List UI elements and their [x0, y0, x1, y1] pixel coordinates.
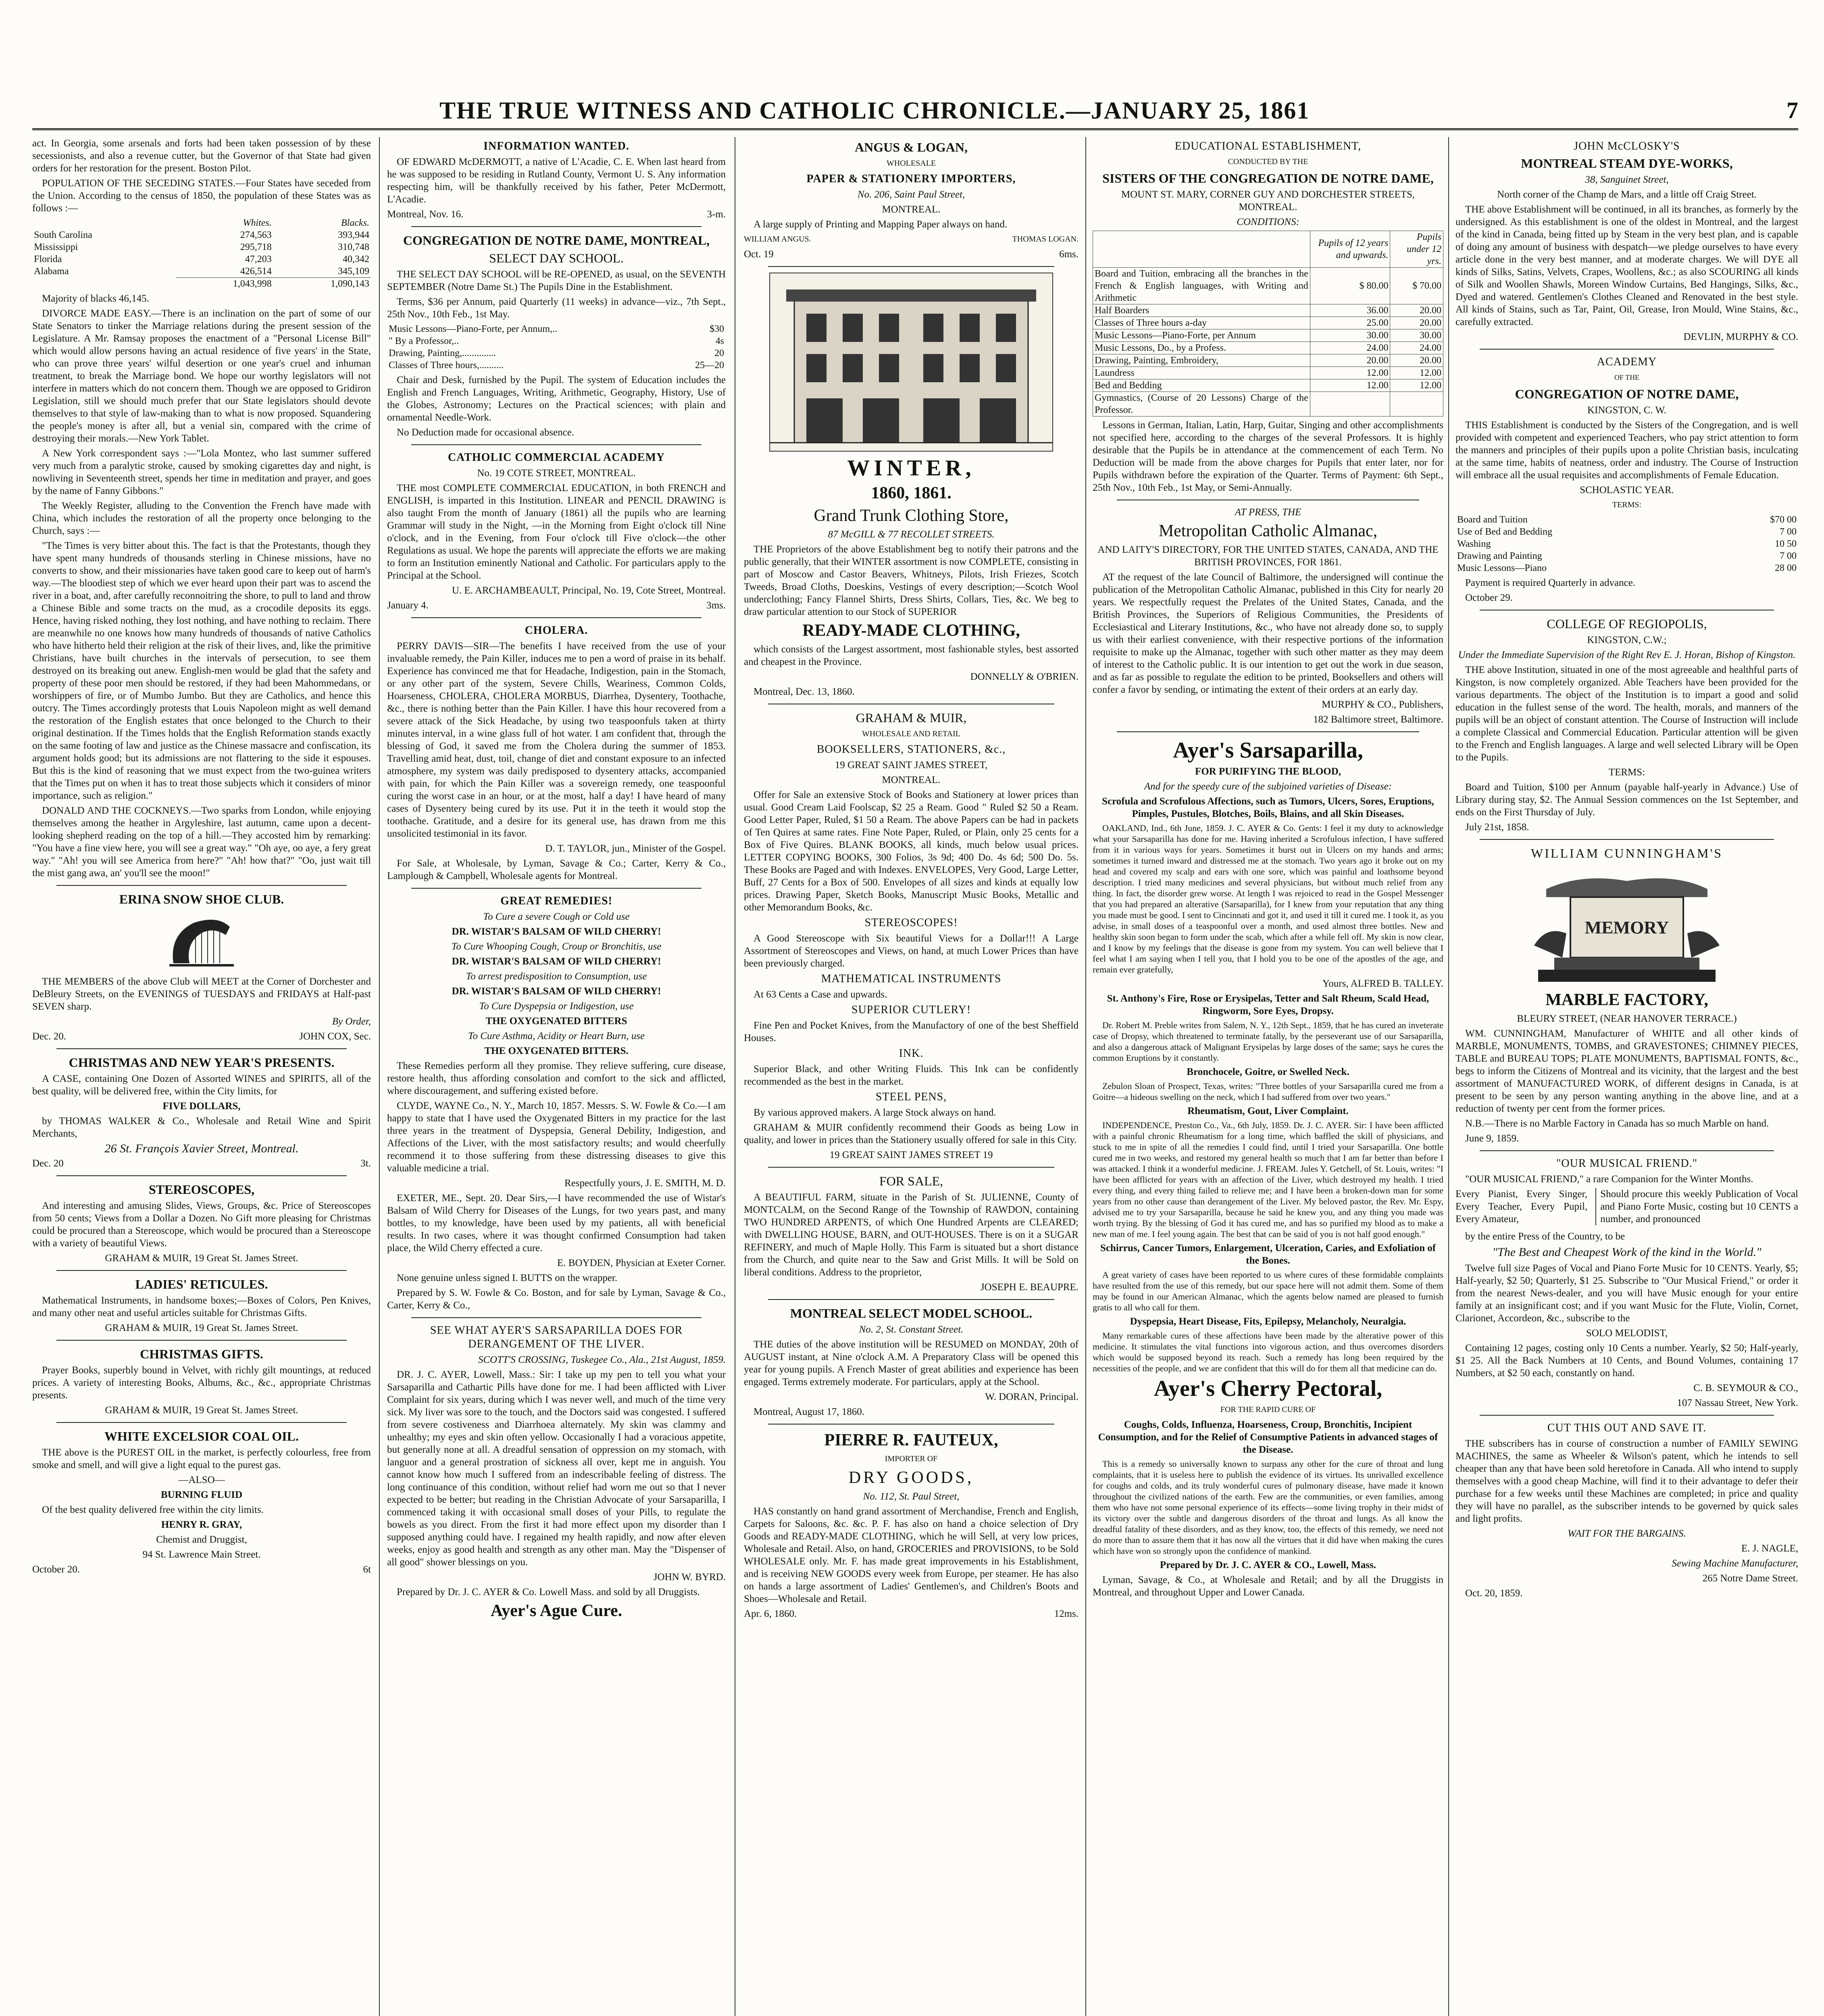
column-1: act. In Georgia, some arsenals and forts had been taken possession of by these secessionists, and also a revenue cutter, but the Governor of that State had given orders for her restoration for the present. Boston Pilot. POPULATION OF THE SECEDING STATES.—Four States have seceded from the Union. According to the census of 1850, the population of these States was as follows :— Whites. Blacks. South Carolina 274,563 393,944 Mississippi 295,718 310,748 Florida 47,203 40,342 Alabama 426,514 345,109 1,043,998 1,090,143 Majority of blacks 46,145. DIVORCE MADE EASY.—There is an inclination on the part of some of our State Senators to tinker the Marriage relations during the present session of the Legislature. A Mr. Ramsay proposes the enactment of a "Personal License Bill" which would allow persons having an actual residence of five years' in the State, who can prove three years' wilful desertion or one year's cruel and inhuman treatment, to break the Marriage bond. We hope our worthy legislators will not interfere in matters which do not concern them. Though we are opposed to Gridiron Legislation, still we should much prefer that our State legislators should devote themselves to that style of law-making than to what is now proposed. Squandering the people's money is after all, but a venial sin, compared with the crime of destroying their morals.—New York Tablet. A New York correspondent says :—"Lola Montez, who last summer suffered very much from a paralytic stroke, caused by smoking cigarettes day and night, is nowliving in Seventeenth street, spends her time in meditation and prayer, and goes by the name of Fanny Gibbons." The Weekly Register, alluding to the Convention the French have made with China, which includes the restoration of all the property once belonging to the Church, says :— "The Times is very bitter about this. The fact is that the Protestants, though they have spent many hundreds of thousands sterling in Chinese missions, have no converts to show, and their missionaries have taken good care to keep out of harm's way.—The bloodiest step of which we ever heard upon their part was to ascend the river in a boat, and, after carefully reconnoitring the shore, to pull to land and throw a Chinese Bible and some tracts on the mud, as a crocodile deposits its eggs. Hence, having risked nothing, they lost nothing, and have nothing to reclaim. There are meanwhile no one knows how many hundreds of thousands of native Catholics who have hitherto held their religion at the risk of their lives, and, like the primitive Christians, have built churches in the intervals of persecution, to see them destroyed on its breaking out anew. English-men would be glad that the safety and property of these poor men should be restored, if they had been Mahommedans, or worshippers of fire, or of Mumbo Jumbo. But they are Catholics, and hence this outcry. The Times accordingly protests that Louis Napoleon might as well demand the restoration of the English estates that once belonged to the Church to their original destination. If the Times holds that the English Reformation stands exactly on the same footing of law and justice as the Chinese massacre and confiscation, its argument holds good; but its admissions are not flattering to the side it espouses. But this is the kind of reasoning that we must expect from the two-guinea writers that the Times put on when it has to treat those subjects which it considers of minor importance, such as religion." DONALD AND THE COCKNEYS.—Two sparks from London, while enjoying themselves among the heather in Argyleshire, last autumn, came upon a decent-looking shepherd reading on the top of a hill.—They accosted him by remarking: "You have a fine view here, you will see a great way." "Oh aye, oo aye, a fery great way." "Ah! you will see America from here?" "Ah! how that?" "Oo, just wait till the mist gang awa, an' you'll see the moon!" ERINA SNOW SHOE CLUB. THE MEMBERS of the above Club will MEET at the Corner of Dorchester and DeBleury Streets, on the EVENINGS of TUESDAYS and FRIDAYS at Half-past SEVEN sharp. By Order, Dec. 20. JOHN COX, Sec. CHRISTMAS AND NEW YEAR'S PRESENTS. A CASE, containing One Dozen of Assorted WINES and SPIRITS, all of the best quality, will be delivered free, within the City limits, for FIVE DOLLARS, by THOMAS WALKER & Co., Wholesale and Retail Wine and Spirit Merchants, 26 St. François Xavier Street, Montreal. Dec. 20 3t. STEREOSCOPES, And interesting and amusing Slides, Views, Groups, &c. Price of Stereoscopes from 50 cents; Views from a Dollar a Dozen. No Gift more pleasing for Christmas could be procured than a Stereoscope, which would be procured than a Stereoscope with a variety of beautiful Views. GRAHAM & MUIR, 19 Great St. James Street. LADIES' RETICULES. Mathematical Instruments, in handsome boxes;—Boxes of Colors, Pen Knives, and many other neat and useful articles suitable for Christmas Gifts. GRAHAM & MUIR, 19 Great St. James Street. CHRISTMAS GIFTS. Prayer Books, superbly bound in Velvet, with richly gilt mountings, at reduced prices. A variety of interesting Books, Albums, &c., &c., appropriate Christmas presents. GRAHAM & MUIR, 19 Great St. James Street. WHITE EXCELSIOR COAL OIL. THE above is the PUREST OIL in the market, is perfectly colourless, free from smoke and smell, and will give a light equal to the purest gas. —ALSO— BURNING FLUID Of the best quality delivered free within the city limits. HENRY R. GRAY, Chemist and Druggist, 94 St. Lawrence Main Street. October 20. 6t	[32, 138, 371, 1575]
ad-heading: ERINA SNOW SHOE CLUB.	[119, 892, 284, 906]
svg-text:MEMORY: MEMORY	[1585, 918, 1669, 937]
ad-heading: CHRISTMAS GIFTS.	[140, 1347, 263, 1361]
terms-table: Pupils of 12 years and upwards. Pupils under 12 yrs. Board and Tuition, embracing all the branches in the French & English languages, with Writing and Arithmetic $ 80.00 $ 70.00 Half Boarders 36.00 20.00 Classes of Three hours a-day 25.00 20.00 Music Lessons—Piano-Forte, per Annum 30.00 30.00 Music Lessons, Do., by a Profess. 24.00 24.00 Drawing, Painting, Embroidery, 20.00 20.00 Laundress 12.00 12.00 Bed and Bedding 12.00 12.00 Gymnastics, (Course of 20 Lessons) Charge of the Professor.	[1093, 231, 1443, 417]
ad-heading: CUT THIS OUT AND SAVE IT.	[1547, 1422, 1707, 1434]
table-row: Alabama 426,514 345,109	[34, 266, 369, 277]
column-2: INFORMATION WANTED. OF EDWARD McDERMOTT, a native of L'Acadie, C. E. When last heard from he was supposed to be residing in Rutland County, Vermont U. S. Any information respecting him, will be thankfully received by his father, Peter McDermott, L'Acadie. Montreal, Nov. 16. 3-m. CONGREGATION DE NOTRE DAME, MONTREAL, SELECT DAY SCHOOL. THE SELECT DAY SCHOOL will be RE-OPENED, as usual, on the SEVENTH SEPTEMBER (Notre Dame St.) The Pupils Dine in the Establishment. Terms, $36 per Annum, paid Quarterly (11 weeks) in advance—viz., 7th Sept., 25th Nov., 10th Feb., 1st May. Music Lessons—Piano-Forte, per Annum,.. $30 " By a Professor,.. 4s Drawing, Painting,.............. 20 Classes of Three hours,.......... 25—20 Chair and Desk, furnished by the Pupil. The system of Education includes the English and French Languages, Writing, Arithmetic, Geography, History, Use of the Globes, Astronomy; Lectures on the Practical sciences; with plain and ornamental Needle-Work. No Deduction made for occasional absence. CATHOLIC COMMERCIAL ACADEMY No. 19 COTE STREET, MONTREAL. THE most COMPLETE COMMERCIAL EDUCATION, in both FRENCH and ENGLISH, is imparted in this Institution. LINEAR and PENCIL DRAWING is also taught From the month of January (1861) all the pupils who are learning Grammar will study in the Night, —in the Morning from Eight o'clock till Nine o'clock, and in the Evening, from Four o'clock till Five o'clock—the other Regulations as usual. We hope the parents will appreciate the efforts we are making to form an Institution eminently National and Catholic. For particulars apply to the Principal at the School. U. E. ARCHAMBEAULT, Principal, No. 19, Cote Street, Montreal. January 4. 3ms. CHOLERA. PERRY DAVIS—SIR—The benefits I have received from the use of your invaluable remedy, the Pain Killer, induces me to pen a word of praise in its behalf. Experience has convinced me that for Headache, Indigestion, pain in the Stomach, or any other part of the system, Severe Chills, Weariness, Common Colds, Hoarseness, CHOLERA, CHOLERA MORBUS, Diarrhea, Dysentery, Toothache, &c., there is nothing better than the Pain Killer. I have this hour recovered from a severe attack of the Sick Headache, by using two teaspoonfuls taken at thirty minutes interval, in a wine glass full of hot water. I am confident that, through the blessing of God, it saved me from the Cholera during the summer of 1853. Travelling amid heat, dust, toil, change of diet and constant exposure to an infected atmosphere, my system was daily predisposed to dysentery attacks, accompanied with pain, for which the Pain Killer was a sovereign remedy, one teaspoonful curing the worst case in an hour, or at the most, half a day! I have heard of many cases of Dysentery being cured by its use. Put it in the teeth it would stop the toothache. Gratitude, and a desire for its general use, has drawn from me this unsolicited testimonial in its favor. D. T. TAYLOR, jun., Minister of the Gospel. For Sale, at Wholesale, by Lyman, Savage & Co.; Carter, Kerry & Co., Lamplough & Campbell, Wholesale agents for Montreal. GREAT REMEDIES! To Cure a severe Cough or Cold use DR. WISTAR'S BALSAM OF WILD CHERRY! To Cure Whooping Cough, Croup or Bronchitis, use DR. WISTAR'S BALSAM OF WILD CHERRY! To arrest predisposition to Consumption, use DR. WISTAR'S BALSAM OF WILD CHERRY! To Cure Dyspepsia or Indigestion, use THE OXYGENATED BITTERS To Cure Asthma, Acidity or Heart Burn, use THE OXYGENATED BITTERS. These Remedies perform all they promise. They relieve suffering, cure disease, restore health, thus affording consolation and comfort to the sick and afflicted, where discouragement, and suffering existed before. CLYDE, WAYNE Co., N. Y., March 10, 1857. Messrs. S. W. Fowle & Co.—I am happy to state that I have used the Oxygenated Bitters in my practice for the last three years in the treatment of Dyspepsia, General Debility, Indigestion, and Affections of the Liver, with the most satisfactory results; and would cheerfully recommend it to those suffering from these distressing diseases to give this valuable medicine a trial. Respectfully yours, J. E. SMITH, M. D. EXETER, ME., Sept. 20. Dear Sirs,—I have recommended the use of Wistar's Balsam of Wild Cherry for Diseases of the Lungs, for two years past, and many bottles, to my knowledge, have been used by my patients, all with beneficial results. In two cases, where it was thought confirmed Consumption had taken place, the Wild Cherry effected a cure. E. BOYDEN, Physician at Exeter Corner. None genuine unless signed I. BUTTS on the wrapper. Prepared by S. W. Fowle & Co. Boston, and for sale by Lyman, Savage & Co., Carter, Kerry & Co., SEE WHAT AYER'S SARSAPARILLA DOES FOR DERANGEMENT OF THE LIVER. SCOTT'S CROSSING, Tuskegee Co., Ala., 21st August, 1859. DR. J. C. AYER, Lowell, Mass.: Sir: I take up my pen to tell you what your Sarsaparilla and Cathartic Pills have done for me. I had been afflicted with Liver Complaint for six years, during which I was never well, and much of the time very sick. My liver was sore to the touch, and the Doctors said was congested. I suffered from severe costiveness and Diarrhoea alternately. My skin was clammy and unhealthy; my eyes and skin often yellow. Occasionally I had a voracious appetite, but generally none at all. A dreadful sensation of oppression on my stomach, with languor and a general prostration of sickness all over, kept me in anguish. You cannot know how much I suffered from an indescribable feeling of distress. The long continuance of this condition, without relief had worn me out so that I never expected to be better; but reading in the Christian Advocate of your Sarsaparilla, I commenced taking it with occasional small doses of your Pills, to regulate the bowels as you direct. From the first it had more effect upon my disorder than I supposed anything could have. I regained my health rapidly, and now after eleven weeks, enjoy as good health and strength as any other man. May the "Dispenser of all good" shower blessings on you. JOHN W. BYRD. Prepared by Dr. J. C. AYER & Co. Lowell Mass. and sold by all Druggists. Ayer's Ague Cure.	[387, 140, 726, 1620]
table-row: Board and Tuition, embracing all the branches in the French & English languages, with Writing and Arithmetic $ 80.00 $ 70.00	[1093, 268, 1443, 304]
table-row: Music Lessons—Piano 28 00	[1457, 563, 1797, 573]
article-text: DIVORCE MADE EASY.—There is an inclination on the part of some of our State Senators to tinker the Marriage relations during the present session of the Legislature. A Mr. Ramsay proposes the enactment of a "Personal License Bill" which would allow persons having an actual residence of five years' in the State, who can prove three years' wilful desertion or one year's cruel and inhuman treatment, to break the Marriage bond. We hope our worthy legislators will not interfere in matters which do not concern them. Though we are opposed to Gridiron Legislation, still we should much prefer that our State legislators should devote themselves to that style of law-making than to what is now proposed. Squandering the people's money is after all, but a venial sin, compared with the crime of destroying their morals.—New York Tablet.	[32, 308, 371, 444]
ad-heading: LADIES' RETICULES.	[135, 1277, 268, 1291]
population-table: Whites. Blacks. South Carolina 274,563 393,944 Mississippi 295,718 310,748 Florida 47,203 40,342 Alabama 426,514 345,109 1,043,998 1,090,143	[32, 217, 371, 290]
article-text: A New York correspondent says :—"Lola Montez, who last summer suffered very much from a paralytic stroke, caused by smoking cigarettes day and night, is nowliving in Seventeenth street, spends her time in meditation and prayer, and goes by the name of Fanny Gibbons."	[32, 448, 371, 496]
ad-heading: SEE WHAT AYER'S SARSAPARILLA DOES FOR DERANGEMENT OF THE LIVER.	[430, 1324, 683, 1350]
ad-heading: WILLIAM CUNNINGHAM'S	[1531, 846, 1723, 860]
page-number: 7	[1787, 97, 1798, 123]
ad-text: A CASE, containing One Dozen of Assorted WINES and SPIRITS, all of the best quality, will be delivered free, within the City limits, for	[32, 1073, 371, 1097]
ad-heading: MARBLE FACTORY,	[1545, 991, 1708, 1009]
column-divider	[379, 137, 380, 2016]
ad-heading: CATHOLIC COMMERCIAL ACADEMY	[448, 451, 665, 464]
harp-emblem	[157, 911, 246, 971]
article-text: act. In Georgia, some arsenals and forts had been taken possession of by these secessionists, and also a revenue cutter, but the Governor of that State had given orders for her restoration for the present. Boston Pilot.	[32, 138, 371, 174]
table-row: Mississippi 295,718 310,748	[34, 242, 369, 252]
article-text: The Weekly Register, alluding to the Convention the French have made with China, which includes the restoration of all the property once belonging to the Church, says :—	[32, 500, 371, 536]
monument-icon	[1522, 865, 1732, 986]
ad-heading: Ayer's Ague Cure.	[490, 1602, 623, 1620]
ad-heading: CONGREGATION DE NOTRE DAME, MONTREAL,	[403, 233, 710, 248]
column-5: JOHN McCLOSKY'S MONTREAL STEAM DYE-WORKS, 38, Sanguinet Street, North corner of the Champ de Mars, and a little off Craig Street. THE above Establishment will be continued, in all its branches, as formerly by the undersigned. As this establishment is one of the oldest in Montreal, and the largest of the kind in Canada, being fitted up by Steam in the very best plan, and is capable of doing any amount of business with despatch—we pledge ourselves to have every article done in the very best manner, and at moderate charges. We will DYE all kinds of Silks, Satins, Velvets, Crapes, Woollens, &c.; as also SCOURING all kinds of Silk and Woollen Shawls, Moreen Window Curtains, Bed Hangings, Silks, &c., Dyed and watered. Gentlemen's Clothes Cleaned and Renovated in the best style. All kinds of Stains, such as Tar, Paint, Oil, Grease, Iron Mould, Wine Stains, &c., carefully extracted. DEVLIN, MURPHY & CO. ACADEMY OF THE CONGREGATION OF NOTRE DAME, KINGSTON, C. W. THIS Establishment is conducted by the Sisters of the Congregation, and is well provided with competent and experienced Teachers, who pay strict attention to form the manners and principles of their pupils upon a polite Christian basis, inculcating at the same time, habits of neatness, order and industry. The Course of Instruction will embrace all the usual requisites and accomplishments of Female Education. SCHOLASTIC YEAR. TERMS: Board and Tuition $70 00 Use of Bed and Bedding 7 00 Washing 10 50 Drawing and Painting 7 00 Music Lessons—Piano 28 00 Payment is required Quarterly in advance. October 29. COLLEGE OF REGIOPOLIS, KINGSTON, C.W.; Under the Immediate Supervision of the Right Rev E. J. Horan, Bishop of Kingston. THE above Institution, situated in one of the most agreeable and healthful parts of Kingston, is now completely organized. Able Teachers have been provided for the various departments. The object of the Institution is to impart a good and solid education in the fullest sense of the word. The health, morals, and manners of the pupils will be an object of constant attention. The Course of Instruction will include a complete Classical and Commercial Education. Particular attention will be given to the French and English languages. A large and well selected Library will be Open to the Pupils. TERMS: Board and Tuition, $100 per Annum (payable half-yearly in Advance.) Use of Library during stay, $2. The Annual Session commences on the 1st September, and ends on the First Thursday of July. July 21st, 1858. WILLIAM CUNNINGHAM'S MEMORY MARBLE FACTORY, BLEURY STREET, (NEAR HANOVER TERRACE.) WM. CUNNINGHAM, Manufacturer of WHITE and all other kinds of MARBLE, MONUMENTS, TOMBS, and GRAVESTONES; CHIMNEY PIECES, TABLE and BUREAU TOPS; PLATE MONUMENTS, BAPTISMAL FONTS, &c., begs to inform the Citizens of Montreal and its vicinity, that the largest and the best assortment of MANUFACTURED WORK, of different designs in Canada, is at present to be seen by any person wanting anything in the above line, and at a reduction of twenty per cent from the former prices. N.B.—There is no Marble Factory in Canada has so much Marble on hand. June 9, 1859. "OUR MUSICAL FRIEND." "OUR MUSICAL FRIEND," a rare Companion for the Winter Months. Every Pianist, Every Singer, Every Teacher, Every Pupil, Every Amateur, Should procure this weekly Publication of Vocal and Piano Forte Music, costing but 10 CENTS a number, and pronounced by the entire Press of the Country, to be "The Best and Cheapest Work of the kind in the World." Twelve full size Pages of Vocal and Piano Forte Music for 10 CENTS. Yearly, $5; Half-yearly, $2 50; Quarterly, $1 25. Subscribe to "Our Musical Friend," or order it from the nearest News-dealer, and you will have Music enough for your entire family at an insignificant cost; and if you want Music for the Flute, Violin, Cornet, Clarionet, Accordeon, &c., subscribe to the SOLO MELODIST, Containing 12 pages, costing only 10 Cents a number. Yearly, $2 50; Half-yearly, $1 25. All the Back Numbers at 10 Cents, and Bound Volumes, containing 17 Numbers, at $2 50 each, constantly on hand. C. B. SEYMOUR & CO., 107 Nassau Street, New York. CUT THIS OUT AND SAVE IT. THE subscribers has in course of construction a number of FAMILY SEWING MACHINES, the same as Wheeler & Wilson's patent, which he intends to sell cheaper than any that have been sold heretofore in Canada. All who intend to supply themselves with a good cheap Machine, will find it to their advantage to defer their purchase for a few weeks until these Machines are completed; in price and quality they will have no parallel, as the subscriber intends to be governed by quick sales and light profits. WAIT FOR THE BARGAINS. E. J. NAGLE, Sewing Machine Manufacturer, 265 Notre Dame Street. Oct. 20, 1859.	[1455, 140, 1798, 1599]
table-row: Laundress 12.00 12.00	[1093, 367, 1443, 379]
table-row: Florida 47,203 40,342	[34, 254, 369, 264]
ad-heading: JOHN McCLOSKY'S	[1574, 140, 1680, 152]
ad-heading: WHITE EXCELSIOR COAL OIL.	[104, 1429, 299, 1443]
ad-heading: WINTER,	[847, 456, 975, 481]
table-row: Bed and Bedding 12.00 12.00	[1093, 379, 1443, 392]
ad-heading: STEREOSCOPES,	[148, 1182, 255, 1197]
ad-heading: GRAHAM & MUIR,	[856, 710, 967, 725]
ad-heading: Ayer's Cherry Pectoral,	[1154, 1376, 1383, 1401]
ad-heading: CHOLERA.	[525, 624, 588, 637]
table-row: Washing 10 50	[1457, 539, 1797, 549]
table-row: Board and Tuition $70 00	[1457, 514, 1797, 525]
table-row: Music Lessons—Piano-Forte, per Annum 30.00 30.00	[1093, 329, 1443, 342]
ad-heading: Ayer's Sarsaparilla,	[1173, 738, 1363, 763]
table-row: Classes of Three hours,.......... 25—20	[389, 360, 724, 371]
table-row: South Carolina 274,563 393,944	[34, 230, 369, 240]
article-text: "The Times is very bitter about this. The fact is that the Protestants, though they have spent many hundreds of thousands sterling in Chinese missions, have no converts to show, and their missionaries have taken good care to keep out of harm's way.—The bloodiest step of which we ever heard upon their part was to ascend the river in a boat, and, after carefully reconnoitring the shore, to pull to land and throw a Chinese Bible and some tracts on the mud, as a crocodile deposits its eggs. Hence, having risked nothing, they lost nothing, and have nothing to reclaim. There are meanwhile no one knows how many hundreds of thousands of native Catholics who have hitherto held their religion at the risk of their lives, and, like the primitive Christians, have built churches in the intervals of persecution, to see them destroyed on its breaking out anew. English-men would be glad that the safety and property of these poor men should be restored, if they had been Mahommedans, or worshippers of fire, or of Mumbo Jumbo. But they are Catholics, and hence this outcry. The Times accordingly protests that Louis Napoleon might as well demand the restoration of the English estates that once belonged to the Church to their original destination. If the Times holds that the English Reformation stands exactly on the same footing of law and justice as the Chinese massacre and confiscation, its argument holds good; but its admissions are not flattering to the side it espouses. But this is the kind of reasoning that we must expect from the two-guinea writers that the Times put on when it has to treat those subjects which it considers of minor importance, such as religion."	[32, 540, 371, 801]
ad-heading: EDUCATIONAL ESTABLISHMENT,	[1174, 140, 1362, 152]
table-row: Classes of Three hours a-day 25.00 20.00	[1093, 317, 1443, 329]
masthead-title: THE TRUE WITNESS AND CATHOLIC CHRONICLE.—JANUARY 25, 1861	[439, 97, 1310, 124]
building-icon	[770, 273, 1052, 451]
table-row: Use of Bed and Bedding 7 00	[1457, 527, 1797, 537]
ad-heading: COLLEGE OF REGIOPOLIS,	[1547, 616, 1707, 631]
ad-heading: CHRISTMAS AND NEW YEAR'S PRESENTS.	[69, 1055, 335, 1070]
fees-table	[1455, 514, 1798, 574]
table-row: Music Lessons, Do., by a Profess. 24.00 24.00	[1093, 342, 1443, 354]
table-row: Drawing, Painting,.............. 20	[389, 348, 724, 358]
ad-heading: INFORMATION WANTED.	[483, 140, 629, 152]
ad-heading: ACADEMY	[1597, 356, 1657, 368]
ad-heading: FOR SALE,	[879, 1174, 943, 1188]
table-row: 1,043,998 1,090,143	[32, 278, 371, 290]
ad-heading: ANGUS & LOGAN,	[854, 140, 968, 154]
table-row: Gymnastics, (Course of 20 Lessons) Charge of the Professor.	[1093, 392, 1443, 417]
table-row: Half Boarders 36.00 20.00	[1093, 304, 1443, 317]
column-divider	[1085, 137, 1086, 2016]
column-4: EDUCATIONAL ESTABLISHMENT, CONDUCTED BY THE SISTERS OF THE CONGREGATION DE NOTRE DAME, MOUNT ST. MARY, CORNER GUY AND DORCHESTER STREETS, MONTREAL. CONDITIONS: Pupils of 12 years and upwards. Pupils under 12 yrs. Board and Tuition, embracing all the branches in the French & English languages, with Writing and Arithmetic $ 80.00 $ 70.00 Half Boarders 36.00 20.00 Classes of Three hours a-day 25.00 20.00 Music Lessons—Piano-Forte, per Annum 30.00 30.00 Music Lessons, Do., by a Profess. 24.00 24.00 Drawing, Painting, Embroidery, 20.00 20.00 Laundress 12.00 12.00 Bed and Bedding 12.00 12.00 Gymnastics, (Course of 20 Lessons) Charge of the Professor. Lessons in German, Italian, Latin, Harp, Guitar, Singing and other accomplishments not specified here, according to the charges of the several Professors. It is highly desirable that the Pupils be in attendance at the commencement of each Term. No Deduction will be made from the above charges for Pupils that enter later, nor for Pupils withdrawn before the expiration of the Quarter. Terms of Payment: 6th Sept., 25th Nov., 10th Feb., 1st May, or Semi-Annually. AT PRESS, THE Metropolitan Catholic Almanac, AND LAITY'S DIRECTORY, FOR THE UNITED STATES, CANADA, AND THE BRITISH PROVINCES, FOR 1861. AT the request of the late Council of Baltimore, the undersigned will continue the publication of the Metropolitan Catholic Almanac, published in this City for nearly 20 years. We respectfully request the Prelates of the United States, Canada, and the British Provinces, the Superiors of Religious Communities, the Presidents of Ecclesiastical and Literary Institutions, &c., who have not already done so, to supply us with their earliest convenience, with their respective portions of the information requisite to make up the Almanac, together with such other matter as they may deem of interest to the Catholic public. It is our intention to get out the work in due season, and as far as possible to regulate the edition to be printed, Booksellers and others will confer a favor by sending, or intimating the extent of their orders at an early day. MURPHY & CO., Publishers, 182 Baltimore street, Baltimore. Ayer's Sarsaparilla, FOR PURIFYING THE BLOOD, And for the speedy cure of the subjoined varieties of Disease: Scrofula and Scrofulous Affections, such as Tumors, Ulcers, Sores, Eruptions, Pimples, Pustules, Blotches, Boils, Blains, and all Skin Diseases. OAKLAND, Ind., 6th June, 1859. J. C. AYER & Co. Gents: I feel it my duty to acknowledge what your Sarsaparilla has done for me. Having inherited a Scrofulous infection, I have suffered from it in various ways for years. Sometimes it burst out in Ulcers on my hands and arms; sometimes it turned inward and distressed me at the stomach. Two years ago it broke out on my head and covered my scalp and ears with one sore, which was painful and loathsome beyond description. I tried many medicines and several physicians, but without much relief from any thing. In fact, the disorder grew worse. At length I was rejoiced to read in the Gospel Messenger that you had prepared an alterative (Sarsaparilla), for I knew from your reputation that any thing you made must be good. I sent to Cincinnati and got it, and used it till it cured me. I took it, as you advise, in small doses of a teaspoonful over a month, and used almost three bottles. New and healthy skin soon began to form under the scab, which after a while fell off. My skin is now clear, and I know by my feelings that the disease is gone from my system. You can well believe that I feel what I am saying when I tell you, that I hold you to be one of the apostles of the age, and remain ever gratefully, Yours, ALFRED B. TALLEY. St. Anthony's Fire, Rose or Erysipelas, Tetter and Salt Rheum, Scald Head, Ringworm, Sore Eyes, Dropsy. Dr. Robert M. Preble writes from Salem, N. Y., 12th Sept., 1859, that he has cured an inveterate case of Dropsy, which threatened to terminate fatally, by the perseverant use of our Sarsaparilla, and also a dangerous attack of Malignant Erysipelas by large doses of the same; says he cures the common Eruptions by it constantly. Bronchocele, Goitre, or Swelled Neck. Zebulon Sloan of Prospect, Texas, writes: "Three bottles of your Sarsaparilla cured me from a Goitre—a hideous swelling on the neck, which I had suffered from over two years." Rheumatism, Gout, Liver Complaint. INDEPENDENCE, Preston Co., Va., 6th July, 1859. Dr. J. C. AYER. Sir: I have been afflicted with a painful chronic Rheumatism for a long time, which baffled the skill of physicians, and stuck to me in spite of all the remedies I could find, until I tried your Sarsaparilla. One bottle cured me in two weeks, and restored my general health so much that I am far better than before I was attacked. I think it a wonderful medicine. J. FREAM. Jules Y. Getchell, of St. Louis, writes: "I have been afflicted for years with an affection of the Liver, which destroyed my health. I tried every thing, and every thing failed to relieve me; and I have been a broken-down man for some years from no other cause than derangement of the Liver. My beloved pastor, the Rev. Mr. Espy, advised me to try your Sarsaparilla, because he said he knew you, and any thing you made was worth trying. By the blessing of God it has cured me, and has so purified my blood as to make a new man of me. I feel young again. The best that can be said of you is not half good enough." Schirrus, Cancer Tumors, Enlargement, Ulceration, Caries, and Exfoliation of the Bones. A great variety of cases have been reported to us where cures of these formidable complaints have resulted from the use of this remedy, but our space here will not admit them. Some of them may be found in our American Almanac, which the agents below named are pleased to furnish gratis to all who call for them. Dyspepsia, Heart Disease, Fits, Epilepsy, Melancholy, Neuralgia. Many remarkable cures of these affections have been made by the alterative power of this medicine. It stimulates the vital functions into vigorous action, and thus overcomes disorders which would be supposed beyond its reach. Such a remedy has long been required by the necessities of the people, and we are confident that this will do for them all that medicine can do. Ayer's Cherry Pectoral, FOR THE RAPID CURE OF Coughs, Colds, Influenza, Hoarseness, Croup, Bronchitis, Incipient Consumption, and for the Relief of Consumptive Patients in advanced stages of the Disease. This is a remedy so universally known to surpass any other for the cure of throat and lung complaints, that it is useless here to publish the evidence of its virtues. Its unrivalled excellence for coughs and colds, and its truly wonderful cures of pulmonary disease, have made it known throughout the civilized nations of the earth. Few are the communities, or even families, among them who have not some personal experience of its effects—some living trophy in their midst of its victory over the subtle and dangerous disorders of the throat and lungs. As all know the dreadful fatality of these disorders, and as they know, too, the effects of this remedy, we need not do more than to assure them that it has now all the virtues that it did have when making the cures which have won so strongly upon the confidence of mankind. Prepared by Dr. J. C. AYER & CO., Lowell, Mass. Lyman, Savage, & Co., at Wholesale and Retail; and by all the Druggists in Montreal, and throughout Upper and Lower Canada.	[1093, 140, 1443, 1598]
ad-text: THE MEMBERS of the above Club will MEET at the Corner of Dorchester and DeBleury Streets, on the EVENINGS of TUESDAYS and FRIDAYS at Half-past SEVEN sharp.	[32, 976, 371, 1012]
article-text: POPULATION OF THE SECEDING STATES.—Four States have seceded from the Union. According to the census of 1850, the population of these States was as follows :—	[32, 178, 371, 214]
fees-table	[387, 323, 726, 371]
ad-heading: GREAT REMEDIES!	[500, 895, 612, 907]
masthead-rule	[32, 128, 1798, 130]
column-3: ANGUS & LOGAN, WHOLESALE PAPER & STATIONERY IMPORTERS, No. 206, Saint Paul Street, MONTREAL. A large supply of Printing and Mapping Paper always on hand. WILLIAM ANGUS. THOMAS LOGAN. Oct. 19 6ms. WINTER, 1860, 1861. Grand Trunk Clothing Store, 87 McGILL & 77 RECOLLET STREETS. THE Proprietors of the above Establishment beg to notify their patrons and the public generally, that their WINTER assortment is now COMPLETE, consisting in part of Moscow and Castor Beavers, Whitneys, Pilots, Irish Friezes, Scotch Tweeds, Broad Cloths, Doeskins, Vestings of every description;—Scotch Wool underclothing; Fancy Flannel Shirts, Dress Shirts, Collars, Ties, &c. We beg to draw particular attention to our Stock of SUPERIOR READY-MADE CLOTHING, which consists of the Largest assortment, most fashionable styles, best assorted and cheapest in the Province. DONNELLY & O'BRIEN. Montreal, Dec. 13, 1860. GRAHAM & MUIR, WHOLESALE AND RETAIL BOOKSELLERS, STATIONERS, &c., 19 GREAT SAINT JAMES STREET, MONTREAL. Offer for Sale an extensive Stock of Books and Stationery at lower prices than usual. Good Cream Laid Foolscap, $2 25 a Ream. Good " Ruled $2 50 a Ream. Good Letter Paper, Ruled, $1 50 a Ream. The above Papers can be had in packets of Ten Quires at same rates. Fine Note Paper, Ruled, or Plain, only 25 cents for a Box of Five Quires. BLANK BOOKS, all kinds, much below usual prices. LETTER COPYING BOOKS, 300 Folios, 3s 9d; 400 Do. 4s 6d; 500 Do. 5s. These Books are Paged and with Indexes. ENVELOPES, Very Good, Large Letter, Buff, 27 Cents for a Box of 500. Envelopes of all sizes and kinds at equally low prices. Drawing Paper, Sketch Books, Manuscript Music Books, Metallic and other Memorandum Books, &c. STEREOSCOPES! A Good Stereoscope with Six beautiful Views for a Dollar!!! A Large Assortment of Stereoscopes and Views, on hand, at much Lower Prices than have been previously charged. MATHEMATICAL INSTRUMENTS At 63 Cents a Case and upwards. SUPERIOR CUTLERY! Fine Pen and Pocket Knives, from the Manufactory of one of the best Sheffield Houses. INK. Superior Black, and other Writing Fluids. This Ink can be confidently recommended as the best in the market. STEEL PENS, By various approved makers. A large Stock always on hand. GRAHAM & MUIR confidently recommend their Goods as being Low in quality, and lower in prices than the Stationery usually offered for sale in this City. 19 GREAT SAINT JAMES STREET 19 FOR SALE, A BEAUTIFUL FARM, situate in the Parish of St. JULIENNE, County of MONTCALM, on the Second Range of the Township of RAWDON, containing TWO HUNDRED ARPENTS, of which One Hundred Arpents are CLEARED; with DWELLING HOUSE, BARN, and OUT-HOUSES. There is on it a SUGAR REFINERY, and much of Maple Holly. This Farm is situated but a short distance from the Church, and quite near to the Saw and Grist Mills. It will be Sold on liberal conditions. Address to the proprietor, JOSEPH E. BEAUPRE. MONTREAL SELECT MODEL SCHOOL. No. 2, St. Constant Street. THE duties of the above institution will be RESUMED on MONDAY, 20th of AUGUST instant, at Nine o'clock A.M. A Preparatory Class will be opened this year for young pupils. A French Master of great abilities and experience has been engaged. Terms extremely moderate. For particulars, apply at the School. W. DORAN, Principal. Montreal, August 17, 1860. PIERRE R. FAUTEUX, IMPORTER OF DRY GOODS, No. 112, St. Paul Street, HAS constantly on hand grand assortment of Merchandise, French and English, Carpets for Saloons, &c. &c. P. F. has also on hand a choice selection of Dry Goods and READY-MADE CLOTHING, which he will Sell, at very low prices, Wholesale and Retail. Also, on hand, GROCERIES and PROVISIONS, to be Sold WHOLESALE only. Mr. F. has made great improvements in his Establishment, and is receiving NEW GOODS every week from Europe, per steamer. He has also on hands a large assortment of Ladies' Gentlemen's, and Children's Boots and Shoes—Wholesale and Retail. Apr. 6, 1860. 12ms.	[744, 140, 1079, 1619]
monument-illustration	[1522, 865, 1732, 986]
table-row: Drawing and Painting 7 00	[1457, 551, 1797, 561]
article-text: DONALD AND THE COCKNEYS.—Two sparks from London, while enjoying themselves among the heather in Argyleshire, last autumn, came upon a decent-looking shepherd reading on the top of a hill.—They accosted him by remarking: "You have a fine view here, you will see a great way." "Oh aye, oo aye, a fery great way." "Ah! you will see America from here?" "Ah! how that?" "Oo, just wait till the mist gang awa, an' you'll see the moon!"	[32, 805, 371, 879]
harp-icon	[157, 911, 246, 971]
ad-heading: PIERRE R. FAUTEUX,	[824, 1431, 998, 1450]
masthead	[32, 97, 1798, 125]
ad-heading: "OUR MUSICAL FRIEND."	[1556, 1157, 1698, 1170]
ad-heading: MONTREAL SELECT MODEL SCHOOL.	[790, 1306, 1033, 1320]
ad-heading: Metropolitan Catholic Almanac,	[1158, 522, 1378, 540]
table-row: Drawing, Painting, Embroidery, 20.00 20.00	[1093, 354, 1443, 367]
store-building-illustration	[769, 273, 1053, 452]
table-row: Music Lessons—Piano-Forte, per Annum,.. $30	[389, 324, 724, 334]
article-text: Majority of blacks 46,145.	[42, 293, 149, 304]
ad-heading: READY-MADE CLOTHING,	[802, 621, 1020, 640]
table-row: " By a Professor,.. 4s	[389, 336, 724, 346]
column-divider	[1448, 137, 1449, 2016]
